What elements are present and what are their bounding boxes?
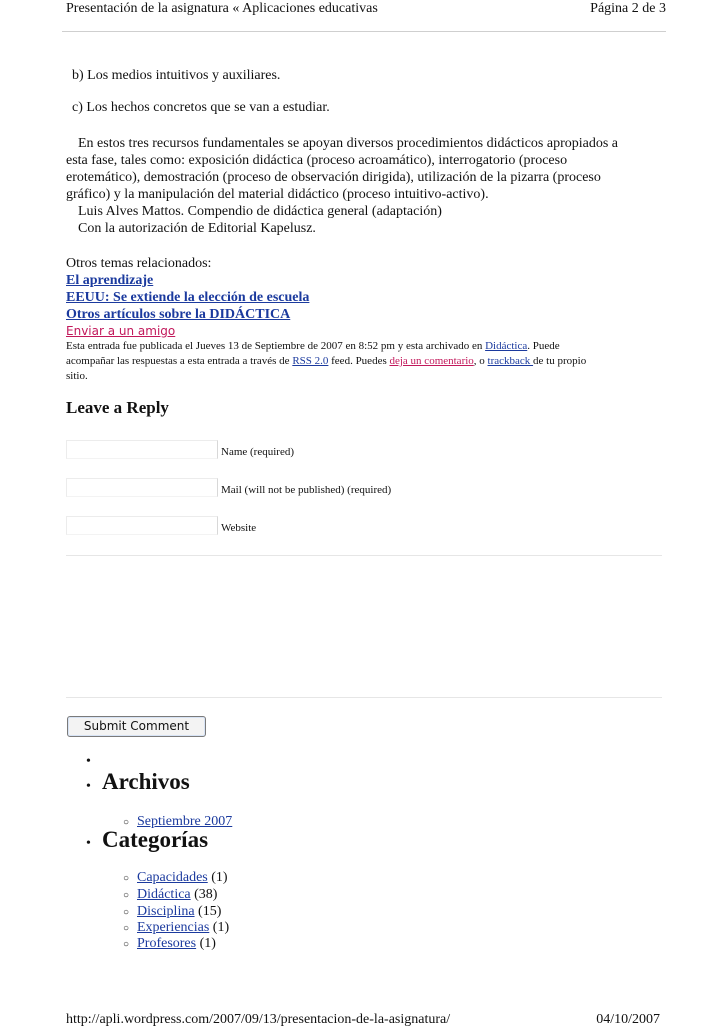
footer-date: 04/10/2007	[596, 1012, 660, 1027]
para-line-1: En estos tres recursos fundamentales se apoyan diversos procedimientos didácticos apropiados a	[78, 136, 619, 151]
related-heading: Otros temas relacionados:	[66, 256, 212, 271]
category-link-didactica[interactable]: Didáctica	[137, 887, 191, 902]
circle-bullet-icon: ○	[123, 817, 130, 828]
category-link-experiencias[interactable]: Experiencias	[137, 920, 210, 935]
meta-text: Esta entrada fue publicada el Jueves 13 de Septiembre de 2007 en 8:52 pm y esta archivado en	[66, 340, 486, 352]
category-count: (1)	[211, 870, 228, 885]
category-link-disciplina[interactable]: Disciplina	[137, 904, 195, 919]
mail-input[interactable]	[66, 478, 218, 497]
header-divider	[62, 31, 666, 32]
name-row	[66, 440, 666, 460]
meta-text: , o	[473, 355, 488, 367]
main-paragraph	[66, 135, 666, 237]
item-c: c) Los hechos concretos que se van a estudiar.	[72, 100, 330, 115]
category-item	[123, 887, 217, 904]
leave-reply-heading: Leave a Reply	[66, 398, 169, 417]
category-count: (15)	[198, 904, 222, 919]
circle-bullet-icon: ○	[123, 890, 130, 901]
credit-permission: Con la autorización de Editorial Kapelusz.	[78, 221, 316, 236]
category-link-capacidades[interactable]: Capacidades	[137, 870, 208, 885]
category-count: (38)	[194, 887, 218, 902]
categorias-heading: Categorías	[102, 827, 209, 852]
para-line-2: esta fase, tales como: exposición didáctica (proceso acroamático), interrogatorio (proceso	[66, 153, 568, 168]
meta-text: de tu propio	[533, 355, 587, 367]
name-input[interactable]	[66, 440, 218, 459]
print-header	[0, 0, 728, 34]
mail-row	[66, 478, 666, 498]
website-input[interactable]	[66, 516, 218, 535]
category-item	[123, 870, 228, 887]
name-label: Name (required)	[221, 446, 294, 458]
credit-author: Luis Alves Mattos. Compendio de didáctica general (adaptación)	[78, 204, 442, 219]
category-count: (1)	[212, 920, 230, 935]
category-item	[123, 920, 229, 937]
para-line-3: erotemático), demostración (proceso de observación dirigida), utilización de la pizarra (proceso	[66, 170, 601, 185]
circle-bullet-icon: ○	[123, 923, 130, 934]
circle-bullet-icon: ○	[123, 873, 130, 884]
related-link-eeuu[interactable]: EEUU: Se extiende la elección de escuela	[66, 290, 310, 305]
email-friend-link[interactable]: Enviar a un amigo	[66, 324, 176, 338]
leave-comment-link[interactable]: deja un comentario	[389, 355, 474, 367]
category-item	[123, 936, 216, 953]
website-row	[66, 516, 666, 536]
meta-text: sitio.	[66, 370, 88, 382]
post-meta	[66, 339, 666, 384]
submit-comment-button[interactable]: Submit Comment	[67, 716, 206, 737]
category-count: (1)	[199, 936, 216, 951]
archivos-heading: Archivos	[102, 769, 190, 794]
category-link-profesores[interactable]: Profesores	[137, 936, 197, 951]
website-label: Website	[221, 522, 257, 534]
para-line-4: gráfico) y la manipulación del material didáctico (proceso intuitivo-activo).	[66, 187, 489, 202]
circle-bullet-icon: ○	[123, 907, 130, 918]
rss-link[interactable]: RSS 2.0	[292, 355, 329, 367]
mail-label: Mail (will not be published) (required)	[221, 484, 392, 496]
meta-text: acompañar las respuestas a esta entrada a través de	[66, 355, 293, 367]
comment-textarea-bottom	[66, 697, 662, 698]
meta-text: feed. Puedes	[328, 355, 390, 367]
circle-bullet-icon: ○	[123, 939, 130, 950]
page-number: Página 2 de 3	[590, 1, 666, 16]
item-b: b) Los medios intuitivos y auxiliares.	[72, 68, 281, 83]
bullet-categorias: •	[86, 836, 91, 851]
category-item	[123, 904, 221, 921]
empty-bullet: •	[86, 754, 91, 769]
category-link[interactable]: Didáctica	[485, 340, 528, 352]
page-title: Presentación de la asignatura « Aplicaciones educativas	[66, 1, 378, 16]
related-link-aprendizaje[interactable]: El aprendizaje	[66, 273, 154, 288]
meta-text: . Puede	[527, 340, 560, 352]
bullet-archivos: •	[86, 779, 91, 794]
footer-url: http://apli.wordpress.com/2007/09/13/presentacion-de-la-asignatura/	[66, 1012, 451, 1027]
comment-textarea-top[interactable]	[66, 555, 662, 556]
trackback-link[interactable]: trackback	[487, 355, 534, 367]
post-content	[66, 60, 666, 416]
archive-link-septiembre-2007[interactable]: Septiembre 2007	[137, 814, 233, 829]
related-link-didactica[interactable]: Otros artículos sobre la DIDÁCTICA	[66, 307, 291, 322]
related-topics	[66, 255, 666, 339]
